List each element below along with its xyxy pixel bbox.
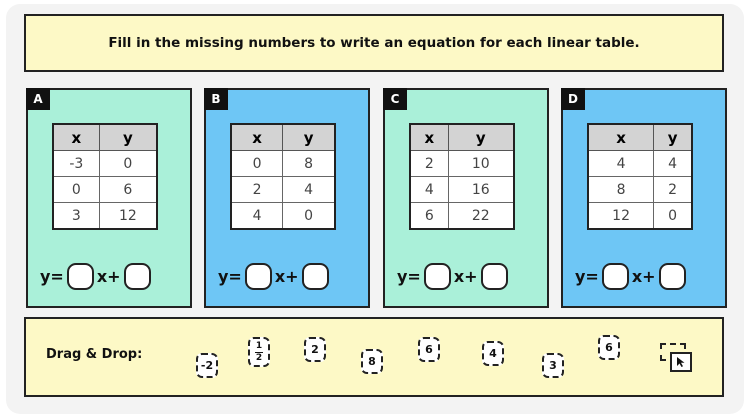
y-cell: 0 [283, 203, 335, 230]
linear-table [52, 123, 158, 230]
equation-y-label: y= [40, 266, 64, 286]
drop-target[interactable] [660, 343, 694, 375]
card-letter: C [383, 88, 407, 110]
column-header-y: y [99, 124, 157, 151]
y-cell: 4 [654, 151, 692, 177]
y-cell: 10 [448, 151, 514, 177]
column-header-y: y [448, 124, 514, 151]
x-cell: 8 [588, 177, 654, 203]
x-cell: 4 [231, 203, 283, 230]
x-cell: -3 [53, 151, 99, 177]
column-header-y: y [283, 124, 335, 151]
x-cell: 2 [410, 151, 448, 177]
intercept-drop-box[interactable] [302, 263, 329, 290]
table-card-d [561, 88, 727, 308]
table-row [231, 151, 335, 177]
table-row [588, 177, 692, 203]
linear-table [587, 123, 693, 230]
x-cell: 0 [53, 177, 99, 203]
drag-drop-label: Drag & Drop: [46, 347, 143, 362]
y-cell: 22 [448, 203, 514, 230]
cursor-box [670, 352, 692, 372]
card-letter: B [204, 88, 228, 110]
tile-3[interactable]: 3 [542, 353, 564, 378]
x-cell: 6 [410, 203, 448, 230]
y-cell: 4 [283, 177, 335, 203]
instructions-banner [24, 14, 724, 72]
table-row [588, 203, 692, 230]
column-header-x: x [410, 124, 448, 151]
table-card-a [26, 88, 192, 308]
y-cell: 0 [654, 203, 692, 230]
table-row [231, 177, 335, 203]
intercept-drop-box[interactable] [124, 263, 151, 290]
y-cell: 12 [99, 203, 157, 230]
equation-row [397, 261, 511, 291]
intercept-drop-box[interactable] [481, 263, 508, 290]
equation-x-label: x+ [631, 266, 656, 286]
equation-row [218, 261, 332, 291]
tile-4[interactable]: 4 [482, 341, 504, 366]
card-letter: D [561, 88, 585, 110]
fraction-denominator: 2 [255, 352, 263, 363]
equation-y-label: y= [218, 266, 242, 286]
table-card-c [383, 88, 549, 308]
table-row [53, 203, 157, 230]
equation-y-label: y= [397, 266, 421, 286]
linear-table [409, 123, 515, 230]
equation-x-label: x+ [96, 266, 121, 286]
table-row [410, 151, 514, 177]
equation-y-label: y= [575, 266, 599, 286]
tile-8[interactable]: 8 [361, 349, 383, 374]
slope-drop-box[interactable] [424, 263, 451, 290]
table-row [53, 177, 157, 203]
x-cell: 12 [588, 203, 654, 230]
linear-table [230, 123, 336, 230]
y-cell: 16 [448, 177, 514, 203]
slope-drop-box[interactable] [67, 263, 94, 290]
fraction-numerator: 1 [255, 340, 263, 351]
y-cell: 0 [99, 151, 157, 177]
y-cell: 6 [99, 177, 157, 203]
x-cell: 2 [231, 177, 283, 203]
drag-drop-panel [24, 317, 724, 397]
equation-row [575, 261, 689, 291]
equation-row [40, 261, 154, 291]
cursor-pointer-icon [676, 356, 686, 368]
column-header-x: x [53, 124, 99, 151]
tile-6-second[interactable]: 6 [598, 335, 620, 360]
x-cell: 3 [53, 203, 99, 230]
tile-one-half[interactable] [248, 337, 270, 367]
slope-drop-box[interactable] [602, 263, 629, 290]
column-header-x: x [231, 124, 283, 151]
column-header-x: x [588, 124, 654, 151]
x-cell: 4 [588, 151, 654, 177]
tile-neg-2[interactable]: -2 [196, 353, 218, 378]
table-card-b [204, 88, 370, 308]
column-header-y: y [654, 124, 692, 151]
tile-2[interactable]: 2 [304, 337, 326, 362]
intercept-drop-box[interactable] [659, 263, 686, 290]
tile-6[interactable]: 6 [418, 337, 440, 362]
card-letter: A [26, 88, 50, 110]
table-row [588, 151, 692, 177]
instructions-text: Fill in the missing numbers to write an equation for each linear table. [108, 35, 640, 51]
table-row [53, 151, 157, 177]
table-row [231, 203, 335, 230]
slope-drop-box[interactable] [245, 263, 272, 290]
table-row [410, 177, 514, 203]
equation-x-label: x+ [453, 266, 478, 286]
y-cell: 2 [654, 177, 692, 203]
x-cell: 0 [231, 151, 283, 177]
table-row [410, 203, 514, 230]
equation-x-label: x+ [274, 266, 299, 286]
y-cell: 8 [283, 151, 335, 177]
x-cell: 4 [410, 177, 448, 203]
